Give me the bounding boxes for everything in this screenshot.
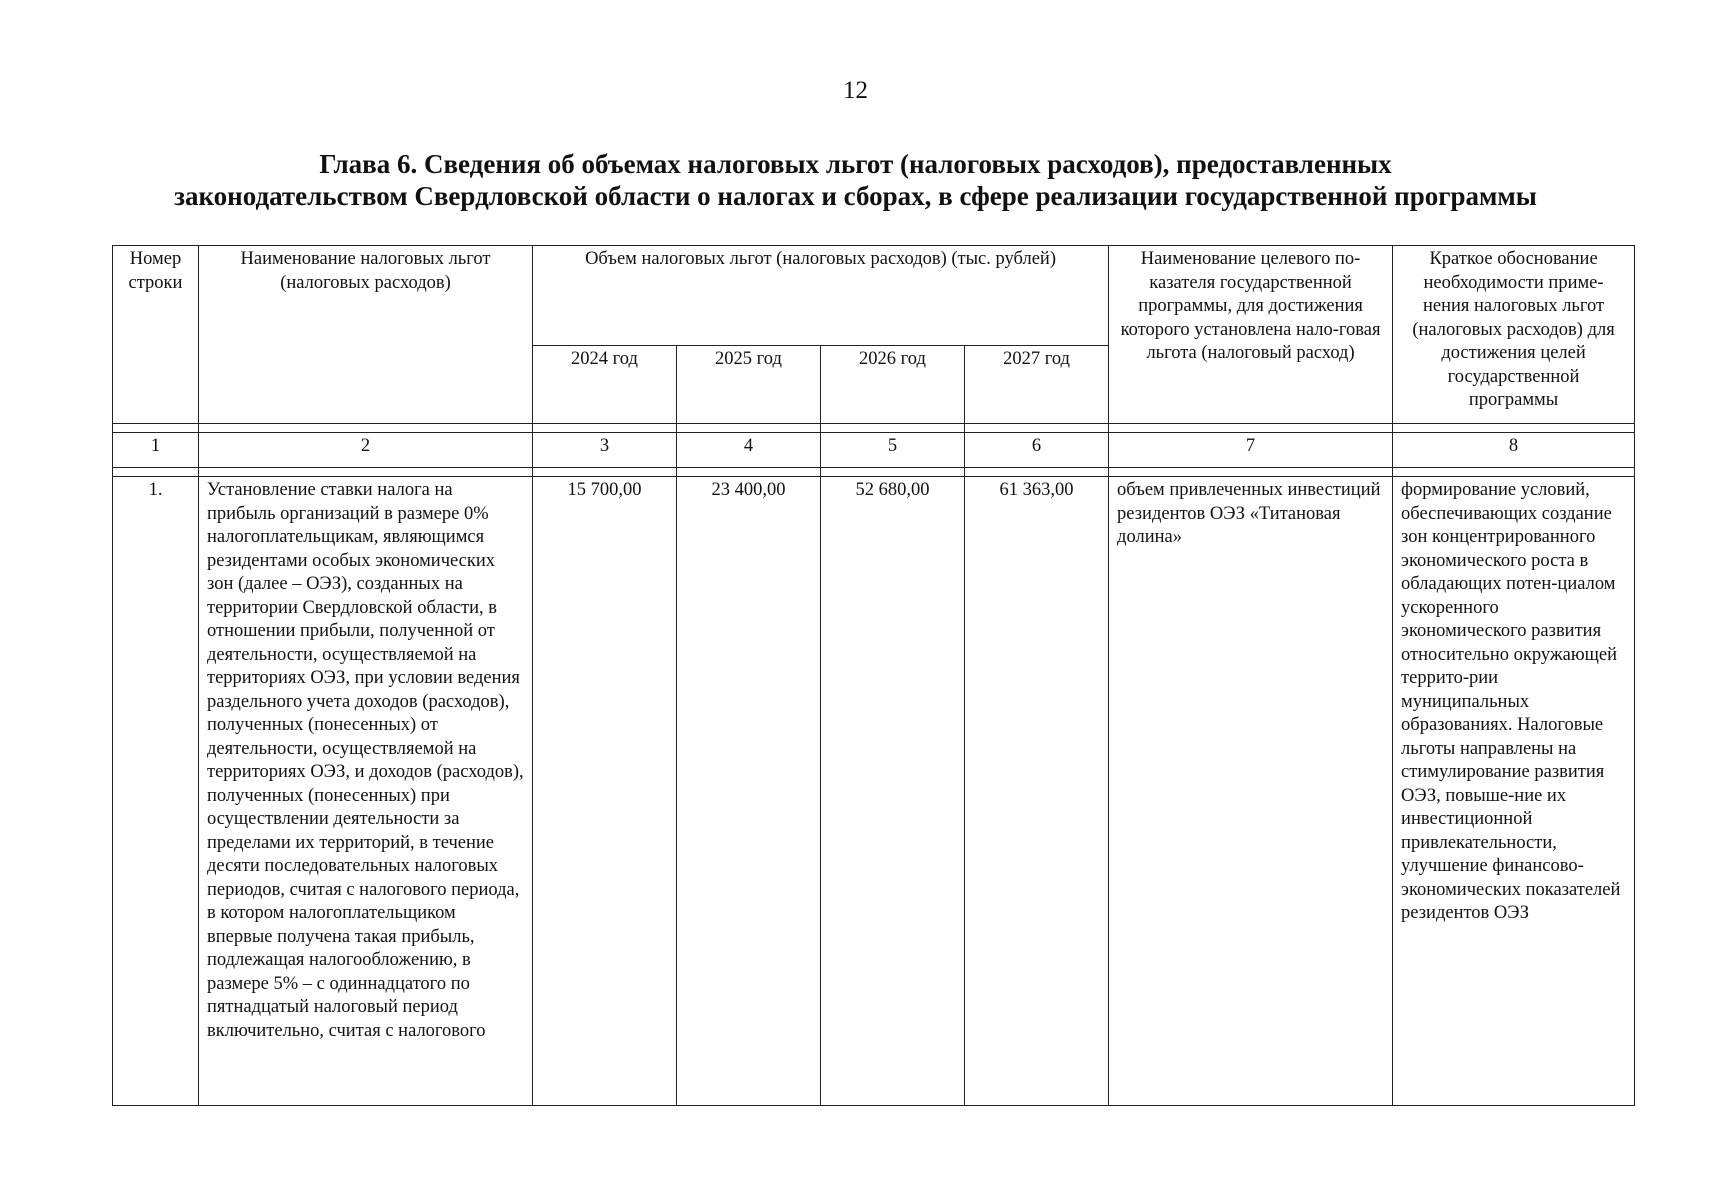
value-2027: 61 363,00 — [965, 477, 1109, 1106]
column-number: 6 — [965, 433, 1109, 468]
benefit-name: Установление ставки налога на прибыль организаций в размере 0% налогоплательщикам, являющимся резидентами особых экономических зон (далее – ОЭЗ), созданных на территории Свердловской области, в отношении прибыли, полученной от деятельности, осуществляемой на территориях ОЭЗ, при условии ведения раздельного учета доходов (расходов), полученных (понесенных) от деятельности, осуществляемой на территориях ОЭЗ, и доходов (расходов), полученных (понесенных) при осуществлении деятельности за пределами их территорий, в течение десяти последовательных налоговых периодов, считая с налогового периода, в котором налогоплательщиком впервые получена такая прибыль, подлежащая налогообложению, в размере 5% – с одиннадцатого по пятнадцатый налоговый период включительно, считая с налогового — [199, 477, 533, 1106]
value-2026: 52 680,00 — [821, 477, 965, 1106]
column-number: 2 — [199, 433, 533, 468]
justification: формирование условий, обеспечивающих создание зон концентрированного экономического роста в обладающих потен-циалом ускоренного экономического развития относительно окружающей террито-рии муниципальных образованиях. Налоговые льготы направлены на стимулирование развития ОЭЗ, повыше-ние их инвестиционной привлекательности, улучшение финансово-экономических показателей резидентов ОЭЗ — [1393, 477, 1635, 1106]
value-2024: 15 700,00 — [533, 477, 677, 1106]
page-number: 12 — [843, 77, 868, 104]
table-row — [113, 477, 1635, 1106]
column-number-row — [113, 433, 1635, 468]
target-indicator: объем привлеченных инвестиций резидентов ОЭЗ «Титановая долина» — [1109, 477, 1393, 1106]
column-number: 1 — [113, 433, 199, 468]
column-number: 7 — [1109, 433, 1393, 468]
page-title-line-1: Глава 6. Сведения об объемах налоговых льгот (налоговых расходов), предоставленных — [319, 149, 1392, 179]
column-number: 8 — [1393, 433, 1635, 468]
header-benefit-name: Наименование налоговых льгот (налоговых расходов) — [199, 246, 533, 424]
header-benefit-volume: Объем налоговых льгот (налоговых расходов) (тыс. рублей) — [533, 246, 1109, 346]
tax-benefits-table — [112, 245, 1635, 1106]
column-number: 5 — [821, 433, 965, 468]
header-justification: Краткое обоснование необходимости приме-нения налоговых льгот (налоговых расходов) для достижения целей государственной программы — [1393, 246, 1635, 424]
header-year-2024: 2024 год — [533, 346, 677, 424]
page-title — [0, 148, 1711, 212]
header-year-2026: 2026 год — [821, 346, 965, 424]
header-year-2027: 2027 год — [965, 346, 1109, 424]
header-year-2025: 2025 год — [677, 346, 821, 424]
column-number: 3 — [533, 433, 677, 468]
value-2025: 23 400,00 — [677, 477, 821, 1106]
column-number: 4 — [677, 433, 821, 468]
page-title-line-2: законодательством Свердловской области о налогах и сборах, в сфере реализации государственной программы — [174, 181, 1537, 211]
header-target-indicator: Наименование целевого по-казателя государственной программы, для достижения которого установлена нало-говая льгота (налоговый расход) — [1109, 246, 1393, 424]
header-row-number: Номер строки — [113, 246, 199, 424]
row-number: 1. — [113, 477, 199, 1106]
